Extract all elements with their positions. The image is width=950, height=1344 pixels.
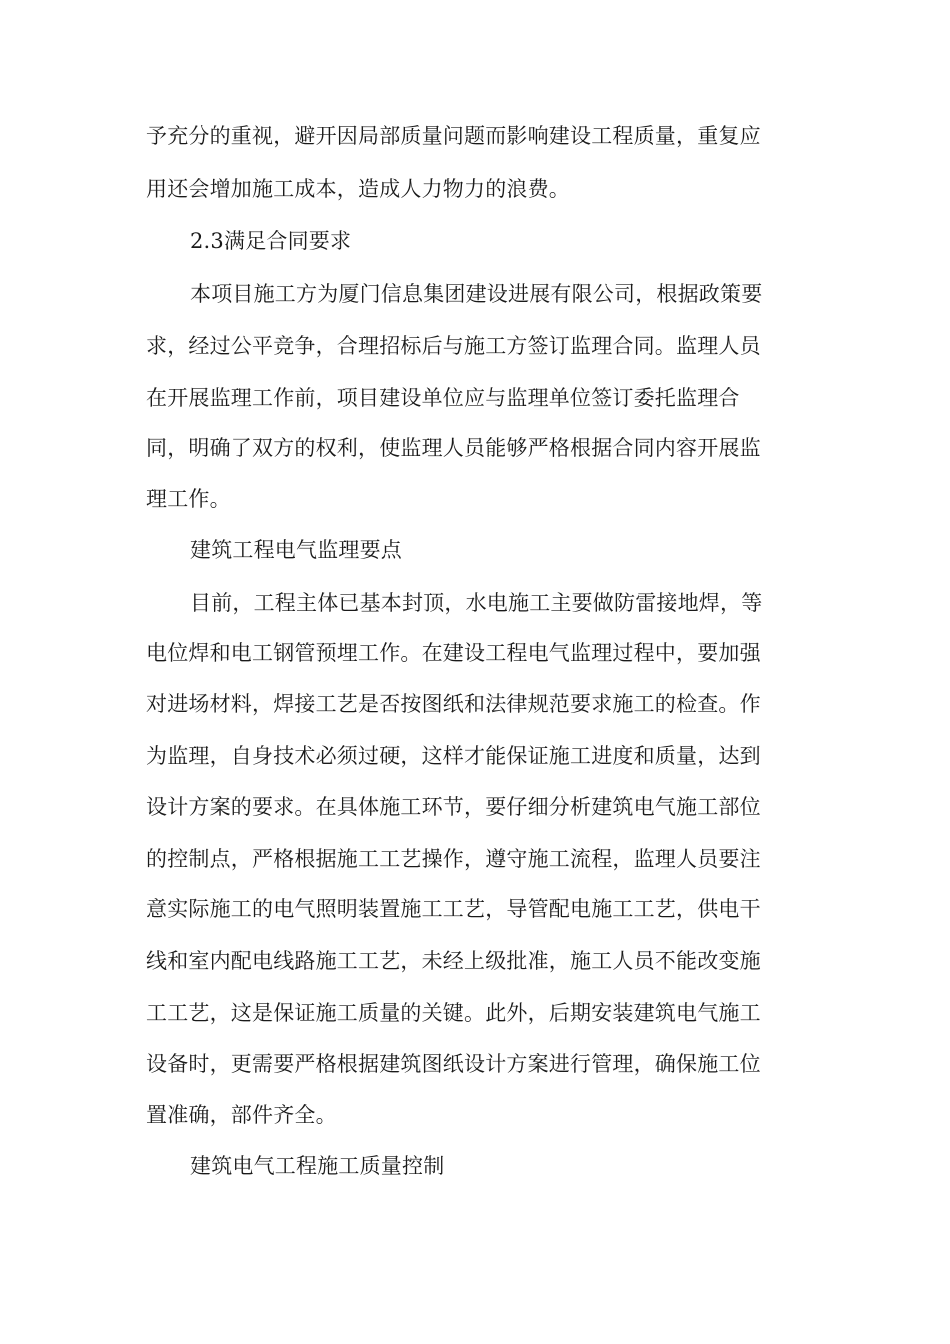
paragraph-line: 用还会增加施工成本，造成人力物力的浪费。 <box>146 177 570 201</box>
paragraph-line: 本项目施工方为厦门信息集团建设进展有限公司，根据政策要 <box>190 282 763 306</box>
paragraph-line: 置准确，部件齐全。 <box>146 1103 337 1127</box>
paragraph-line: 电位焊和电工钢管预埋工作。在建设工程电气监理过程中，要加强 <box>146 641 761 665</box>
paragraph-line: 的控制点，严格根据施工工艺操作，遵守施工流程，监理人员要注 <box>146 847 761 871</box>
paragraph-line: 予充分的重视，避开因局部质量问题而影响建设工程质量，重复应 <box>146 124 761 148</box>
paragraph-line: 设备时，更需要严格根据建筑图纸设计方案进行管理，确保施工位 <box>146 1052 761 1076</box>
paragraph-line: 求，经过公平竞争，合理招标后与施工方签订监理合同。监理人员 <box>146 334 761 358</box>
paragraph-line: 在开展监理工作前，项目建设单位应与监理单位签订委托监理合 <box>146 386 740 410</box>
section-heading: 建筑电气工程施工质量控制 <box>190 1154 445 1178</box>
section-heading: 建筑工程电气监理要点 <box>190 538 402 562</box>
paragraph-line: 设计方案的要求。在具体施工环节，要仔细分析建筑电气施工部位 <box>146 795 761 819</box>
paragraph-line: 对进场材料，焊接工艺是否按图纸和法律规范要求施工的检查。作 <box>146 692 761 716</box>
paragraph-line: 为监理，自身技术必须过硬，这样才能保证施工进度和质量，达到 <box>146 744 761 768</box>
paragraph-line: 意实际施工的电气照明装置施工工艺，导管配电施工工艺，供电干 <box>146 897 761 921</box>
paragraph-line: 工工艺，这是保证施工质量的关键。此外，后期安装建筑电气施工 <box>146 1001 761 1025</box>
section-heading-2-3: 2.3满足合同要求 <box>190 229 352 253</box>
paragraph-line: 目前，工程主体已基本封顶，水电施工主要做防雷接地焊，等 <box>190 591 763 615</box>
paragraph-line: 理工作。 <box>146 487 231 511</box>
paragraph-line: 线和室内配电线路施工工艺，未经上级批准，施工人员不能改变施 <box>146 949 761 973</box>
paragraph-line: 同，明确了双方的权利，使监理人员能够严格根据合同内容开展监 <box>146 436 761 460</box>
